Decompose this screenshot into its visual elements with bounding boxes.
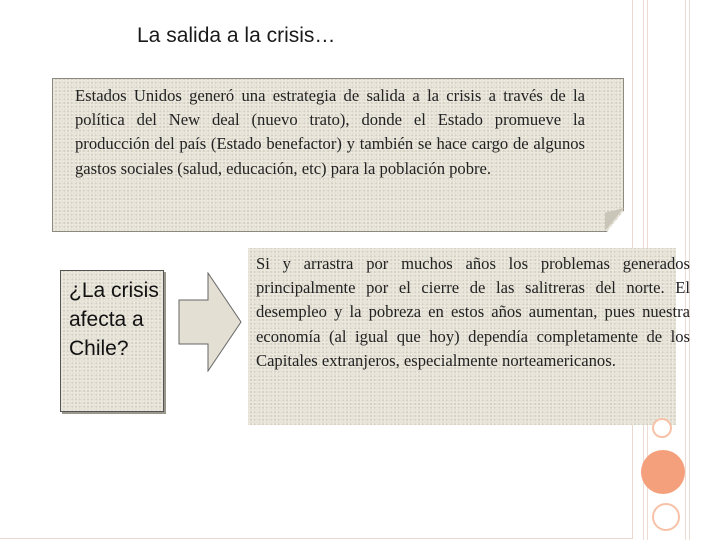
decorative-circle	[641, 450, 685, 494]
new-deal-text: Estados Unidos generó una estrategia de salida a la crisis a través de la política del New deal (nuevo trato), donde el Estado promueve la producción del país (Estado benefactor) y también se hace cargo de algunos gastos sociales (salud, educación, etc) para la población pobre.	[75, 86, 585, 178]
slide-title: La salida a la crisis…	[137, 24, 336, 47]
decorative-ring	[652, 418, 672, 438]
decorative-ring	[652, 503, 680, 531]
right-arrow-icon	[178, 272, 242, 372]
question-text: ¿La crisis afecta a Chile?	[69, 279, 159, 360]
answer-text: Si y arrastra por muchos años los problemas generados principalmente por el cierre de las salitreras del norte. El desempleo y la pobreza en estos años aumentan, pues nuestra economía (al igual que hoy) dependía completamente de los Capitales extranjeros, especialmente norteamericanos.	[256, 254, 690, 370]
